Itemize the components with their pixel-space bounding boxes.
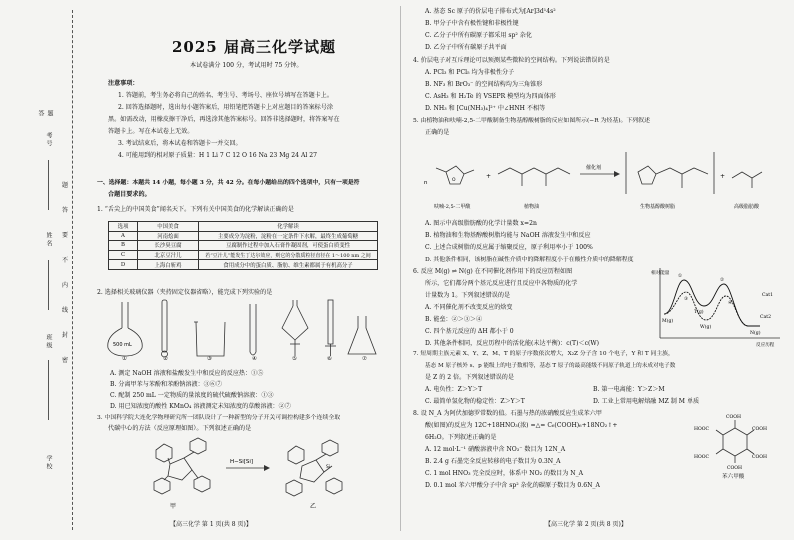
label-2: ② xyxy=(163,356,169,362)
notes-heading: 注意事项： xyxy=(108,80,139,87)
seal-char-2: 答 xyxy=(62,207,69,214)
q2-option-b: B. 分离甲苯与苯酚和苯酚钠溶液：③⑥⑦ xyxy=(110,381,222,388)
table-cell: 豆腐制作过程中加入石膏作凝固剂，可使蛋白质变性 xyxy=(199,241,378,251)
seal-char-3: 要 xyxy=(62,232,69,239)
q5-option-c: C. 上述合成树脂的反应属于缩聚反应，原子利用率小于 100% xyxy=(425,244,593,251)
peak-4: ④ xyxy=(728,301,733,306)
q1-table xyxy=(108,221,378,270)
binding-line xyxy=(72,10,73,530)
hooc-left-top: HOOC xyxy=(694,427,710,432)
q8-option-b: B. 2.4 g 石墨完全反应转移的电子数目为 0.3N_A xyxy=(425,458,561,465)
q3-option-a: A. 基态 Sc 原子的价层电子排布式为[Ar]3d¹4s² xyxy=(425,8,556,15)
fatty-acid-label: 高级脂肪酸 xyxy=(734,204,760,210)
cat1-curve xyxy=(664,280,760,326)
table-cell: 主要成分为淀粉，淀粉在一定条件下水解，最终生成葡萄糖 xyxy=(199,231,378,241)
table-cell: 食用成分中的蛋白质、脂肪、维生素都属于有机高分子 xyxy=(199,260,378,270)
table-header: 中国美食 xyxy=(138,222,199,232)
q3-stem-2: 代碳中心的方法（反应原理如图）。下列叙述正确的是 xyxy=(108,425,252,432)
q7-stem-3: 是 Z 的 2 倍。下列叙述错误的是 xyxy=(425,374,514,381)
resin-label: 生物基醇酸树脂 xyxy=(640,204,676,210)
note-line-4: 答题卡上。写在本试卷上无效。 xyxy=(108,128,194,135)
q8-option-c: C. 1 mol HNO₃ 完全反应时，体系中 NO₂ 的数目为 N_A xyxy=(425,470,584,477)
peak-3: ③ xyxy=(684,297,689,302)
plant-oil-label: 植物油 xyxy=(524,204,540,210)
note-line-2: 2. 回答选择题时，选出每小题答案后，用铅笔把答题卡上对应题目的答案标号涂 xyxy=(118,104,333,111)
q8-stem-2: 酸(如图)的反应为 12C+18HNO₃(浓) =△= C₆(COOH)₆+18NO₂↑+ xyxy=(425,422,618,429)
q5-option-b: B. 植物油和生物基醇酸树脂均能与 NaOH 溶液发生中和反应 xyxy=(425,232,591,239)
table-cell: D xyxy=(109,260,138,270)
n-label: N(g) xyxy=(750,331,761,336)
label-6: ⑥ xyxy=(327,356,333,362)
q2-option-c: C. 配制 250 mL 一定物质的量浓度的硫代硫酸钠溶液：①③ xyxy=(110,392,274,399)
footer-page-2: 【高三化学 第 2 页(共 8 页)】 xyxy=(545,521,627,528)
seal-char-5: 内 xyxy=(62,282,69,289)
note-line-1: 1. 答题前，考生务必将自己的姓名、考生号、考场号、座位号填写在答题卡上。 xyxy=(118,92,333,99)
separatory-funnel-icon xyxy=(282,300,308,356)
x-axis-label: 反应历程 xyxy=(756,343,775,348)
q6-option-d: D. 其他条件相同，反应历程中的活化能(未达平衡)：c(T)＜c(W) xyxy=(425,340,600,347)
table-cell: B xyxy=(109,241,138,251)
table-row xyxy=(109,231,378,241)
q3-option-c: C. 乙分子中所有碳原子都采用 sp² 杂化 xyxy=(425,32,532,39)
fatty-acid-icon xyxy=(732,172,762,188)
table-cell: 河南烩面 xyxy=(138,231,199,241)
w-label: W(g) xyxy=(700,325,712,330)
cooh-right-top: COOH xyxy=(752,427,768,432)
reagent-label: H−Si[Si] xyxy=(230,459,254,465)
q1-stem: 1. “舌尖上的中国美食”闻名天下。下列有关中国美食的化学解读正确的是 xyxy=(97,206,294,213)
q7-stem-2: 基态 M 原子核外 s、p 能级上的电子数相等，基态 T 原子的最高能级不同原子轨道上的未成对电子数 xyxy=(425,363,676,369)
cat2-label: Cat2 xyxy=(760,315,772,320)
arrow-head-icon xyxy=(614,171,620,177)
footer-page-1: 【高三化学 第 1 页(共 8 页)】 xyxy=(170,521,252,528)
n-coefficient: n xyxy=(424,180,428,186)
kaohao-label: 考号 xyxy=(45,132,52,148)
q6-option-b: B. 能垒：②＞③＞④ xyxy=(425,316,483,323)
seal-char-4: 不 xyxy=(62,257,69,264)
q5-stem-2: 正确的是 xyxy=(425,129,450,136)
flask-label: 500 mL xyxy=(113,342,132,348)
q6-stem-2: 所示，它们都分两个基元反应进行且反应中各物质的化学 xyxy=(425,280,578,287)
arrow-head-icon xyxy=(264,465,270,471)
table-cell: 北京豆汁儿 xyxy=(138,250,199,260)
table-row xyxy=(109,241,378,251)
q8-stem-1: 8. 设 N_A 为阿伏加德罗常数的值。石墨与热的浓硝酸反应生成苯六甲 xyxy=(413,410,602,417)
alkyd-resin-icon xyxy=(626,152,714,194)
cat2-curve xyxy=(664,292,748,326)
yi-label: 乙 xyxy=(310,503,317,510)
burette-icon xyxy=(325,300,336,356)
q6-option-a: A. 不同催化剂不改变反应的焓变 xyxy=(425,304,513,311)
table-row xyxy=(109,250,378,260)
table-cell: 长沙臭豆腐 xyxy=(138,241,199,251)
t-label: T(g) xyxy=(694,310,704,315)
xuexiao-label: 学校 xyxy=(45,455,52,471)
catalyst-label: 催化剂 xyxy=(586,165,602,171)
q2-stem: 2. 选择相关玻璃仪器（夹持固定仪器省略），能完成下列实验的是 xyxy=(97,289,273,296)
plant-oil-icon xyxy=(498,168,570,186)
q3-option-b: B. 甲分子中含有极性键和非极性键 xyxy=(425,20,519,27)
q4-option-c: C. AsH₃ 和 H₂Te 的 VSEPR 模型均为四面体形 xyxy=(425,93,556,100)
q5-stem-1: 5. 由植物油和呋喃-2,5-二甲酸制备生物基醇酸树脂的反应如图所示(−R 为烃基)。下列叙述 xyxy=(413,118,650,124)
exam-intro: 本试卷满分 100 分，考试用时 75 分钟。 xyxy=(190,62,303,69)
svg-text:O: O xyxy=(452,178,456,183)
q4-option-d: D. NH₃ 和 [Cu(NH₃)₄]²⁺ 中∠HNH 不相等 xyxy=(425,105,546,112)
q4-stem: 4. 价层电子对互斥理论可以预测某些微粒的空间结构。下列说法错误的是 xyxy=(413,57,610,64)
q3-stem-1: 3. 中国科学院大连化学物理研究所一团队设计了一种新型的分子开关可调控构建多个连续全取 xyxy=(97,415,341,421)
label-5: ⑤ xyxy=(292,356,298,362)
table-header: 化学解读 xyxy=(199,222,378,232)
m-label: M(g) xyxy=(662,319,674,324)
test-tube-icon xyxy=(250,304,256,355)
q7-option-d: D. 工业上常用电解熔融 MZ 制 M 单质 xyxy=(593,398,700,405)
q2-apparatus xyxy=(100,298,380,362)
table-header: 选项 xyxy=(109,222,138,232)
seal-char-6: 线 xyxy=(62,307,69,314)
section1-line2: 合题目要求的。 xyxy=(108,191,151,198)
table-cell: A xyxy=(109,231,138,241)
table-row xyxy=(109,260,378,270)
q7-option-a: A. 电负性：Z＞Y＞T xyxy=(425,386,483,393)
furan-dicarboxylic-acid-icon xyxy=(436,166,474,184)
q8-option-d: D. 0.1 mol 苯六甲酸分子中含 sp² 杂化的碳原子数目为 0.6N_A xyxy=(425,482,600,489)
seal-char-7: 封 xyxy=(62,332,69,339)
q6-energy-diagram xyxy=(650,262,785,348)
table-cell: 若“豆汁儿”能发生丁达尔效应，则它的分散质粒径直径在 1～100 nm 之间 xyxy=(199,250,378,260)
q7-option-c: C. 最简单氢化物的稳定性：Z＞Y＞T xyxy=(425,398,525,405)
note-line-5: 3. 考试结束后，将本试卷和答题卡一并交回。 xyxy=(118,140,242,147)
xingming-line xyxy=(48,260,49,310)
q5-option-d: D. 其他条件相同，该树脂在碱性介质中的降解程度小于在酸性介质中的降解程度 xyxy=(425,257,634,263)
q2-option-d: D. 用已知浓度的酸性 KMnO₄ 溶液测定未知浓度的草酸溶液：②⑦ xyxy=(110,403,291,410)
seal-line-text: 题 答 xyxy=(37,110,53,118)
q3-reaction-scheme xyxy=(140,436,380,514)
q4-option-b: B. NF₃ 和 BrO₃⁻ 的空间结构均为三角锥形 xyxy=(425,81,543,88)
seal-char-1: 题 xyxy=(62,182,69,189)
volumetric-flask-icon xyxy=(108,302,142,356)
page-title: 2025 届高三化学试题 xyxy=(172,38,336,56)
q8-option-a: A. 12 mol·L⁻¹ 硝酸溶液中含 NO₃⁻ 数目为 12N_A xyxy=(425,446,566,453)
q3-option-d: D. 乙分子中所有碳原子共平面 xyxy=(425,44,507,51)
table-cell: 上海白斩鸡 xyxy=(138,260,199,270)
y-axis-label: 相对能量 xyxy=(651,271,670,276)
q8-stem-3: 6H₂O。下列叙述正确的是 xyxy=(425,434,497,441)
q4-option-a: A. PCl₃ 和 PCl₅ 均为非极性分子 xyxy=(425,69,515,76)
q6-option-c: C. 四个基元反应的 ΔH 都小于 0 xyxy=(425,328,514,335)
q6-stem-3: 计量数为 1。下列叙述错误的是 xyxy=(425,292,511,299)
conical-flask-icon xyxy=(348,316,376,354)
peak-1: ① xyxy=(678,274,683,279)
cat1-label: Cat1 xyxy=(762,293,774,298)
seal-char-8: 密 xyxy=(62,357,69,364)
svg-text:+: + xyxy=(486,173,492,180)
q7-stem-1: 7. 短周期主族元素 X、Y、Z、M、T 的原子序数依次增大，X₂Z 分子含 10 个电子，Y 和 T 同主族， xyxy=(413,351,674,357)
furan-label: 呋喃-2,5-二甲酸 xyxy=(434,204,471,210)
xingming-label: 姓名 xyxy=(45,232,52,248)
note-line-3: 黑。如需改动，用橡皮擦干净后，再选涂其他答案标号。回答非选择题时，将答案写在 xyxy=(108,116,340,123)
q2-option-a: A. 测定 NaOH 溶液和盐酸发生中和反应的反应热：①⑤ xyxy=(110,370,264,377)
molecule-jia-icon xyxy=(154,438,210,494)
jia-label: 甲 xyxy=(170,503,177,510)
q6-stem-1: 6. 反应 M(g) ⇌ N(g) 在不同催化剂作用下的反应历程如图 xyxy=(413,268,573,275)
mellitic-acid-label: 苯六甲酸 xyxy=(722,474,745,480)
label-1: ① xyxy=(122,356,128,362)
benzene-ring-icon xyxy=(723,428,747,456)
note-line-6: 4. 可能用到的相对原子质量：H 1 Li 7 C 12 O 16 Na 23 Mg 24 Al 27 xyxy=(118,152,318,159)
cooh-bottom: COOH xyxy=(727,466,743,471)
banji-label: 班级 xyxy=(45,334,52,350)
table-header-row xyxy=(109,222,378,232)
label-3: ③ xyxy=(207,356,213,362)
cooh-top: COOH xyxy=(726,415,742,420)
q5-reaction-scheme xyxy=(420,138,780,218)
molecule-yi-icon xyxy=(286,440,342,496)
q7-option-b: B. 第一电离能：Y＞Z＞M xyxy=(593,386,665,393)
thermometer-icon xyxy=(162,300,168,357)
beaker-icon xyxy=(194,322,225,356)
label-4: ④ xyxy=(252,356,258,362)
section1-line1: 一、选择题：本题共 14 小题，每小题 3 分，共 42 分。在每小题给出的四个选项中，只有一项是符 xyxy=(97,179,360,186)
cooh-right-bottom: COOH xyxy=(752,455,768,460)
banji-line xyxy=(48,360,49,420)
label-7: ⑦ xyxy=(362,356,368,362)
table-cell: C xyxy=(109,250,138,260)
mellitic-acid-structure xyxy=(690,408,780,478)
si-atom-label: Si xyxy=(326,465,331,470)
svg-text:+: + xyxy=(720,173,726,180)
peak-2: ② xyxy=(720,278,725,283)
kaohao-line xyxy=(48,160,49,210)
hooc-left-bottom: HOOC xyxy=(694,455,710,460)
q5-option-a: A. 图示中高级脂肪酸的化学计量数 x=2n xyxy=(425,220,537,227)
page-divider xyxy=(400,6,401,531)
